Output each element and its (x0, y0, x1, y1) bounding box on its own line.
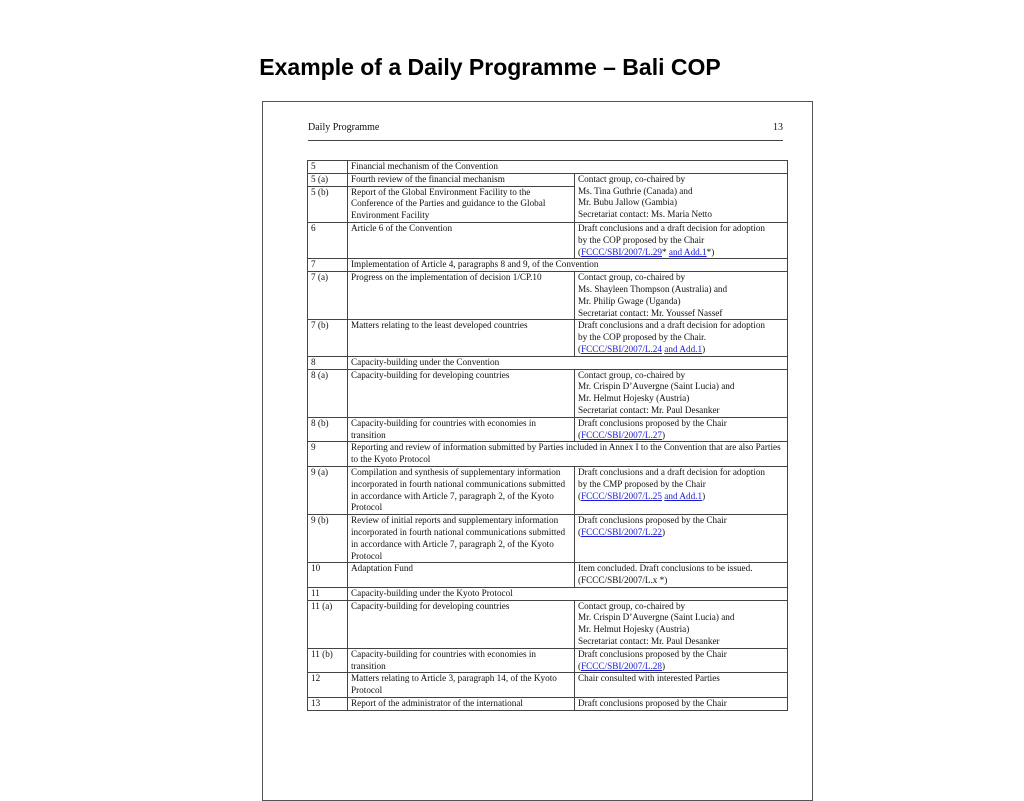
table-row (308, 698, 788, 711)
document-link[interactable]: FCCC/SBI/2007/L.28 (581, 660, 662, 671)
item-status (575, 320, 788, 356)
table-row (308, 369, 788, 417)
addendum-link[interactable]: and Add.1 (664, 343, 703, 354)
status-line: Mr. Bubu Jallow (Gambia) (578, 197, 678, 208)
table-row (308, 173, 788, 186)
item-number: 7 (308, 259, 348, 272)
table-row (308, 442, 788, 467)
item-title: Fourth review of the financial mechanism (348, 173, 575, 186)
table-row (308, 563, 788, 588)
document-page (262, 101, 813, 801)
item-number: 10 (308, 563, 348, 588)
table-row (308, 272, 788, 320)
status-line: Item concluded. Draft conclusions to be issued. (578, 563, 753, 574)
status-line: Draft conclusions and a draft decision for adoption (578, 466, 766, 477)
table-row (308, 515, 788, 563)
item-title: Progress on the implementation of decision 1/CP.10 (348, 272, 575, 320)
status-line: Secretariat contact: Mr. Paul Desanker (578, 404, 720, 415)
item-number: 11 (b) (308, 648, 348, 673)
ref-open: ( (578, 429, 582, 440)
status-line: Draft conclusions proposed by the Chair (578, 417, 727, 428)
item-status (575, 222, 788, 258)
status-line: Secretariat contact: Mr. Youssef Nassef (578, 307, 723, 318)
item-number: 8 (308, 356, 348, 369)
item-number: 8 (a) (308, 369, 348, 417)
status-line: (FCCC/SBI/2007/L.x *) (578, 575, 668, 586)
status-line: by the CMP proposed by the Chair (578, 478, 706, 489)
document-link[interactable]: FCCC/SBI/2007/L.27 (581, 429, 662, 440)
item-status (575, 563, 788, 588)
status-line: Chair consulted with interested Parties (578, 673, 720, 684)
item-title: Capacity-building for developing countries (348, 369, 575, 417)
item-title: Review of initial reports and supplementary information incorporated in fourth national communications submitted in accordance with Article 7, paragraph 2, of the Kyoto Protocol (348, 515, 575, 563)
item-number: 5 (a) (308, 173, 348, 186)
item-number: 11 (308, 587, 348, 600)
status-line: Mr. Helmut Hojesky (Austria) (578, 393, 690, 404)
status-line: Contact group, co-chaired by (578, 369, 686, 380)
addendum-link[interactable]: and Add.1 (668, 246, 707, 257)
ref-open: ( (578, 246, 582, 257)
item-number: 5 (b) (308, 186, 348, 222)
table-row (308, 161, 788, 174)
item-number: 9 (a) (308, 466, 348, 514)
item-status (575, 648, 788, 673)
table-row (308, 356, 788, 369)
ref-open: ( (578, 526, 582, 537)
page-header (308, 122, 783, 141)
item-number: 5 (308, 161, 348, 174)
item-status (575, 272, 788, 320)
status-line: Draft conclusions and a draft decision for adoption (578, 222, 766, 233)
item-status (575, 466, 788, 514)
ref-close: ) (661, 660, 666, 671)
status-line: Draft conclusions proposed by the Chair (578, 515, 727, 526)
status-line: by the COP proposed by the Chair (578, 234, 705, 245)
item-status (575, 515, 788, 563)
item-title: Capacity-building under the Convention (348, 356, 788, 369)
item-number: 13 (308, 698, 348, 711)
ref-open: ( (578, 490, 582, 501)
slide-title: Example of a Daily Programme – Bali COP (259, 54, 721, 80)
document-link[interactable]: FCCC/SBI/2007/L.24 (581, 343, 662, 354)
item-number: 9 (b) (308, 515, 348, 563)
document-link[interactable]: FCCC/SBI/2007/L.29 (581, 246, 662, 257)
ref-close: ) (702, 343, 706, 354)
item-title: Financial mechanism of the Convention (348, 161, 788, 174)
status-line: Ms. Shayleen Thompson (Australia) and (578, 283, 728, 294)
status-line: Mr. Crispin D’Auvergne (Saint Lucia) and (578, 612, 735, 623)
item-title: Report of the administrator of the international (348, 698, 575, 711)
table-row (308, 600, 788, 648)
item-title: Capacity-building for developing countries (348, 600, 575, 648)
addendum-link[interactable]: and Add.1 (664, 490, 703, 501)
item-number: 9 (308, 442, 348, 467)
document-link[interactable]: FCCC/SBI/2007/L.25 (581, 490, 662, 501)
document-link[interactable]: FCCC/SBI/2007/L.22 (581, 526, 662, 537)
ref-open: ( (578, 343, 582, 354)
status-line: Ms. Tina Guthrie (Canada) and (578, 185, 693, 196)
status-line: Draft conclusions and a draft decision for adoption (578, 320, 766, 331)
status-line: Mr. Crispin D’Auvergne (Saint Lucia) and (578, 381, 735, 392)
item-status (575, 369, 788, 417)
item-number: 11 (a) (308, 600, 348, 648)
ref-close: ) (702, 490, 706, 501)
ref-close: *) (706, 246, 715, 257)
table-row (308, 259, 788, 272)
item-number: 7 (a) (308, 272, 348, 320)
table-row (308, 648, 788, 673)
table-row (308, 222, 788, 258)
table-row (308, 466, 788, 514)
item-title: Matters relating to Article 3, paragraph 14, of the Kyoto Protocol (348, 673, 575, 698)
item-title: Compilation and synthesis of supplementary information incorporated in fourth national communications submitted in accordance with Article 7, paragraph 2, of the Kyoto Protocol (348, 466, 575, 514)
page-header-title: Daily Programme (308, 122, 380, 133)
item-number: 7 (b) (308, 320, 348, 356)
item-status (575, 600, 788, 648)
status-line: Contact group, co-chaired by (578, 600, 686, 611)
programme-table (307, 160, 788, 711)
status-line: Mr. Philip Gwage (Uganda) (578, 295, 681, 306)
item-status (575, 173, 788, 222)
item-title: Reporting and review of information submitted by Parties included in Annex I to the Convention that are also Parties to the Kyoto Protocol (348, 442, 788, 467)
status-line: by the COP proposed by the Chair. (578, 332, 707, 343)
ref-close: ) (661, 526, 666, 537)
status-line: Secretariat contact: Mr. Paul Desanker (578, 636, 720, 647)
item-title: Adaptation Fund (348, 563, 575, 588)
status-line: Mr. Helmut Hojesky (Austria) (578, 624, 690, 635)
status-line: Contact group, co-chaired by (578, 173, 686, 184)
ref-close: ) (661, 429, 666, 440)
item-status (575, 673, 788, 698)
item-title: Capacity-building under the Kyoto Protocol (348, 587, 788, 600)
table-row (308, 417, 788, 442)
table-row (308, 673, 788, 698)
ref-open: ( (578, 660, 582, 671)
item-title: Capacity-building for countries with economies in transition (348, 648, 575, 673)
page-number: 13 (773, 122, 783, 133)
item-title: Report of the Global Environment Facility to the Conference of the Parties and guidance to the Global Environment Facility (348, 186, 575, 222)
item-status (575, 698, 788, 711)
item-title: Article 6 of the Convention (348, 222, 575, 258)
status-line: Draft conclusions proposed by the Chair (578, 648, 727, 659)
status-line: Contact group, co-chaired by (578, 272, 686, 283)
ref-sep: * (661, 246, 669, 257)
item-title: Implementation of Article 4, paragraphs 8 and 9, of the Convention (348, 259, 788, 272)
table-row (308, 320, 788, 356)
item-number: 8 (b) (308, 417, 348, 442)
status-line: Secretariat contact: Ms. Maria Netto (578, 209, 712, 220)
item-title: Capacity-building for countries with economies in transition (348, 417, 575, 442)
table-row (308, 587, 788, 600)
status-line: Draft conclusions proposed by the Chair (578, 698, 727, 709)
item-status (575, 417, 788, 442)
item-number: 6 (308, 222, 348, 258)
item-title: Matters relating to the least developed countries (348, 320, 575, 356)
item-number: 12 (308, 673, 348, 698)
